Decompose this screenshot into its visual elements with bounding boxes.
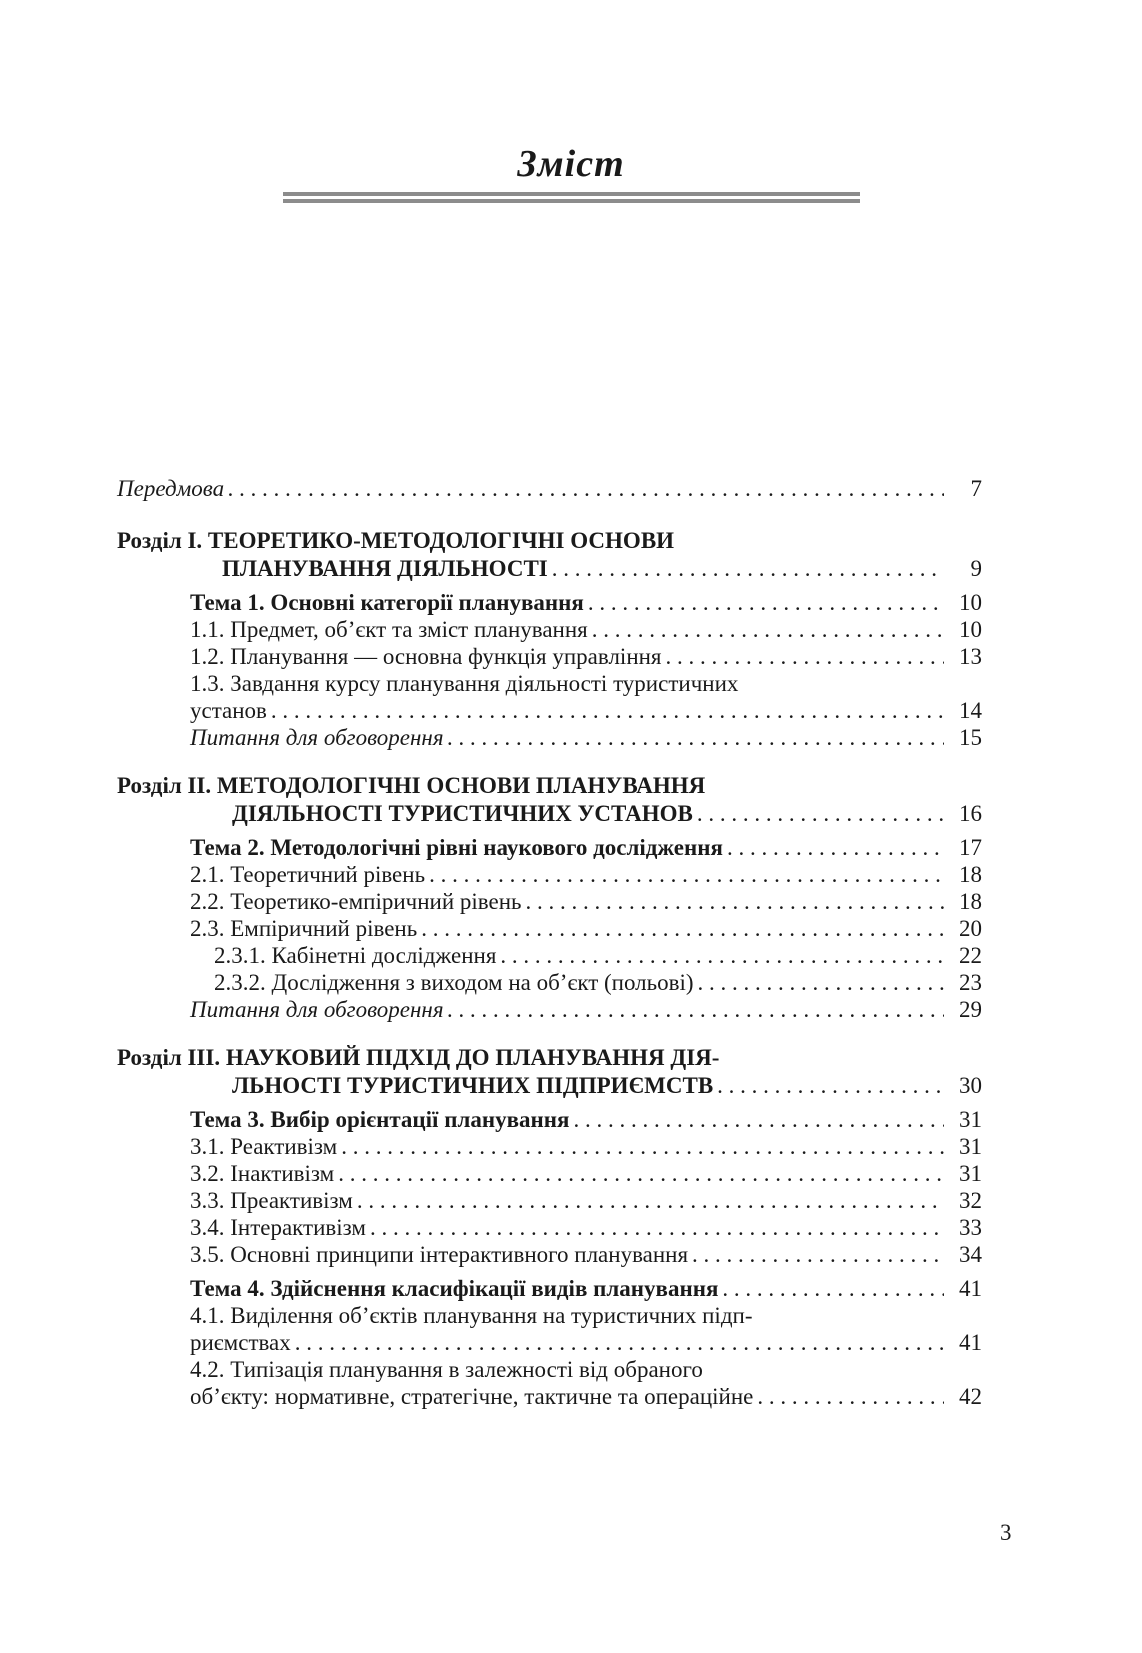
toc-page-number: 13	[959, 644, 982, 669]
toc-questions-1[interactable]	[190, 724, 982, 752]
toc-topic-3[interactable]	[190, 1106, 982, 1134]
toc-entry-preface[interactable]	[117, 475, 982, 503]
toc-page-number: 9	[970, 556, 982, 581]
toc-entry-label: Тема 4. Здійснення класифікації видів планування	[190, 1276, 719, 1301]
toc-section-1-heading[interactable]: Розділ I. ТЕОРЕТИКО-МЕТОДОЛОГІЧНІ ОСНОВИ	[117, 528, 675, 553]
toc-entry-label: 1.1. Предмет, об’єкт та зміст планування	[190, 617, 588, 642]
toc-item-4-1-line1[interactable]: 4.1. Виділення об’єктів планування на туристичних підп-	[190, 1303, 753, 1328]
toc-page-number: 42	[959, 1384, 982, 1409]
toc-page-number: 29	[959, 997, 982, 1022]
toc-entry-label: 3.1. Реактивізм	[190, 1134, 338, 1159]
dot-leader	[692, 1241, 944, 1269]
dot-leader	[526, 888, 944, 916]
toc-page-number: 14	[959, 698, 982, 723]
page-title: Зміст	[517, 143, 625, 185]
dot-leader	[717, 1072, 944, 1100]
toc-section-3[interactable]	[232, 1072, 982, 1100]
toc-entry-label: ПЛАНУВАННЯ ДІЯЛЬНОСТІ	[222, 556, 548, 581]
toc-item-3-5[interactable]	[190, 1241, 982, 1269]
dot-leader	[573, 1106, 944, 1134]
dot-leader	[666, 643, 944, 671]
toc-item-2-1[interactable]	[190, 861, 982, 889]
toc-page-number: 18	[959, 862, 982, 887]
toc-page-number: 15	[959, 725, 982, 750]
dot-leader	[698, 969, 944, 997]
toc-section-3-heading[interactable]: Розділ III. НАУКОВИЙ ПІДХІД ДО ПЛАНУВАННЯ ДІЯ-	[117, 1045, 720, 1070]
toc-entry-label: Тема 1. Основні категорії планування	[190, 590, 584, 615]
dot-leader	[228, 475, 944, 503]
toc-page-number: 10	[959, 590, 982, 615]
toc-entry-label: Питання для обговорення	[190, 725, 444, 750]
dot-leader	[429, 861, 944, 889]
toc-page-number: 17	[959, 835, 982, 860]
toc-item-4-2-line1[interactable]: 4.2. Типізація планування в залежності від обраного	[190, 1357, 703, 1382]
dot-leader	[295, 1329, 944, 1357]
toc-entry-label: Тема 3. Вибір орієнтації планування	[190, 1107, 570, 1132]
toc-page-number: 22	[959, 943, 982, 968]
toc-item-2-3[interactable]	[190, 915, 982, 943]
dot-leader	[421, 915, 944, 943]
toc-entry-label: Питання для обговорення	[190, 997, 444, 1022]
toc-questions-2[interactable]	[190, 996, 982, 1024]
toc-page-number: 16	[959, 801, 982, 826]
dot-leader	[592, 616, 944, 644]
toc-entry-label: 2.3.1. Кабінетні дослідження	[214, 943, 497, 968]
toc-item-1-3-line1[interactable]: 1.3. Завдання курсу планування діяльності туристичних	[190, 671, 739, 696]
dot-leader	[552, 555, 944, 583]
toc-entry-label: об’єкту: нормативне, стратегічне, тактичне та операційне	[190, 1384, 754, 1409]
toc-page-number: 34	[959, 1242, 982, 1267]
toc-page-number: 10	[959, 617, 982, 642]
toc-item-2-3-2[interactable]	[214, 969, 982, 997]
dot-leader	[697, 800, 944, 828]
toc-item-3-3[interactable]	[190, 1187, 982, 1215]
toc-entry-label: установ	[190, 698, 267, 723]
dot-leader	[727, 834, 944, 862]
toc-entry-label: 3.5. Основні принципи інтерактивного планування	[190, 1242, 689, 1267]
toc-entry-label: 2.3. Емпіричний рівень	[190, 916, 418, 941]
toc-item-1-3[interactable]	[190, 697, 982, 725]
toc-entry-label: 2.1. Теоретичний рівень	[190, 862, 426, 887]
toc-page-number: 32	[959, 1188, 982, 1213]
toc-entry-label: 3.4. Інтерактивізм	[190, 1215, 366, 1240]
toc-page-number: 31	[959, 1107, 982, 1132]
toc-page-number: 7	[970, 476, 982, 501]
toc-section-1[interactable]	[222, 555, 982, 583]
toc-entry-label: 2.3.2. Дослідження з виходом на об’єкт (польові)	[214, 970, 694, 995]
toc-section-2-heading[interactable]: Розділ II. МЕТОДОЛОГІЧНІ ОСНОВИ ПЛАНУВАННЯ	[117, 773, 706, 798]
dot-leader	[588, 589, 944, 617]
toc-item-4-1[interactable]	[190, 1329, 982, 1357]
toc-page-number: 31	[959, 1134, 982, 1159]
toc-entry-label: ЛЬНОСТІ ТУРИСТИЧНИХ ПІДПРИЄМСТВ	[232, 1073, 714, 1098]
dot-leader	[448, 996, 944, 1024]
toc-item-2-3-1[interactable]	[214, 942, 982, 970]
toc-topic-4[interactable]	[190, 1275, 982, 1303]
dot-leader	[271, 697, 944, 725]
dot-leader	[448, 724, 944, 752]
toc-entry-label: 2.2. Теоретико-емпіричний рівень	[190, 889, 522, 914]
toc-entry-label: 3.3. Преактивізм	[190, 1188, 353, 1213]
dot-leader	[722, 1275, 944, 1303]
toc-page-number: 23	[959, 970, 982, 995]
toc-page-number: 41	[959, 1330, 982, 1355]
toc-page-number: 20	[959, 916, 982, 941]
toc-entry-label: 3.2. Інактивізм	[190, 1161, 335, 1186]
toc-entry-label: Передмова	[117, 476, 225, 501]
toc-page-number: 30	[959, 1073, 982, 1098]
toc-page-number: 31	[959, 1161, 982, 1186]
toc-entry-label: 1.2. Планування — основна функція управління	[190, 644, 662, 669]
dot-leader	[370, 1214, 944, 1242]
title-rule-top	[283, 192, 860, 196]
dot-leader	[757, 1383, 944, 1411]
dot-leader	[500, 942, 944, 970]
toc-entry-label: ДІЯЛЬНОСТІ ТУРИСТИЧНИХ УСТАНОВ	[232, 801, 693, 826]
toc-item-3-1[interactable]	[190, 1133, 982, 1161]
toc-page-number: 41	[959, 1276, 982, 1301]
toc-item-2-2[interactable]	[190, 888, 982, 916]
toc-page-number: 33	[959, 1215, 982, 1240]
toc-item-1-1[interactable]	[190, 616, 982, 644]
toc-entry-label: Тема 2. Методологічні рівні наукового дослідження	[190, 835, 723, 860]
dot-leader	[357, 1187, 944, 1215]
title-rule-bottom	[283, 199, 860, 203]
toc-page-number: 18	[959, 889, 982, 914]
toc-topic-2[interactable]	[190, 834, 982, 862]
page-number: 3	[1000, 1520, 1012, 1545]
dot-leader	[338, 1160, 944, 1188]
toc-item-3-4[interactable]	[190, 1214, 982, 1242]
toc-item-1-2[interactable]	[190, 643, 982, 671]
toc-item-3-2[interactable]	[190, 1160, 982, 1188]
toc-item-4-2[interactable]	[190, 1383, 982, 1411]
toc-entry-label: риємствах	[190, 1330, 291, 1355]
dot-leader	[341, 1133, 944, 1161]
toc-section-2[interactable]	[232, 800, 982, 828]
toc-topic-1[interactable]	[190, 589, 982, 617]
